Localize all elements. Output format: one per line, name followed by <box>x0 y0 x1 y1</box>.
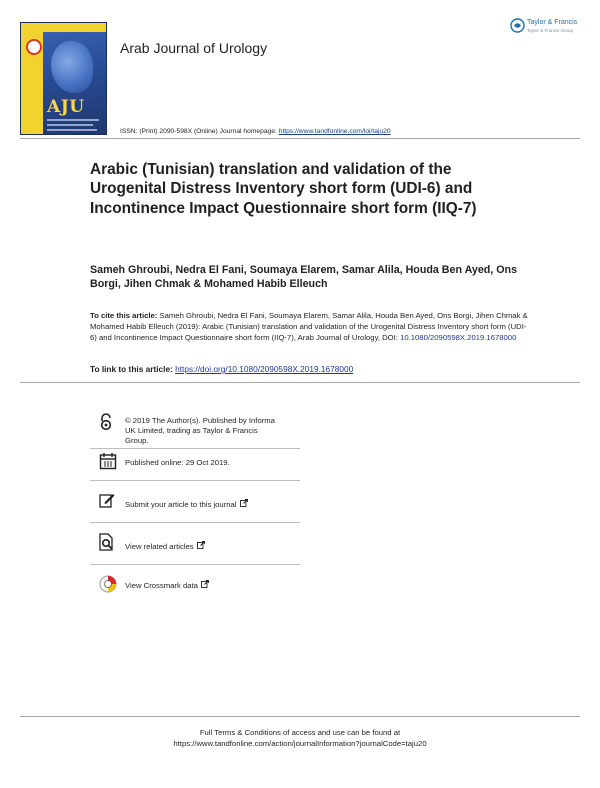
kidney-illustration <box>51 41 93 93</box>
related-articles-label: View related articles <box>125 542 194 551</box>
link-to-article <box>90 364 353 374</box>
publisher-name: Taylor & Francis <box>527 19 578 26</box>
crossmark-label: View Crossmark data <box>125 581 198 590</box>
seal-icon <box>26 39 42 55</box>
cover-logo: AJU <box>47 97 85 117</box>
header-divider <box>20 138 580 139</box>
publisher-tagline: Taylor & Francis Group <box>527 28 574 33</box>
journal-name[interactable]: Arab Journal of Urology <box>120 40 268 56</box>
edit-icon <box>99 492 115 508</box>
issn-text: ISSN: (Print) 2090-598X (Online) Journal homepage: <box>120 128 279 135</box>
license-text-line-1: © 2019 The Author(s). Published by Informa <box>125 416 275 425</box>
footer-divider <box>20 716 580 717</box>
license-text-line-3: Group. <box>125 436 149 445</box>
crossmark-link[interactable] <box>125 580 209 591</box>
citation-block <box>90 310 530 343</box>
external-link-icon <box>197 541 205 549</box>
item-divider <box>90 522 300 523</box>
external-link-icon <box>240 499 248 507</box>
journal-homepage-link[interactable]: https://www.tandfonline.com/loi/taju20 <box>278 128 391 135</box>
crossmark-icon <box>99 575 117 593</box>
submit-article-link[interactable] <box>125 499 248 510</box>
publisher-logo-icon <box>510 18 525 33</box>
license-text-line-2: UK Limited, trading as Taylor & Francis <box>125 426 258 435</box>
article-title: Arabic (Tunisian) translation and validation of the Urogenital Distress Inventory short form (UDI-6) and Incontinence Impact Questionnaire short form (IIQ-7) <box>90 161 477 217</box>
published-online: Published online: 29 Oct 2019. <box>125 458 230 467</box>
issn-line <box>120 128 391 135</box>
citation-label: To cite this article: <box>90 311 158 320</box>
article-doi-link[interactable]: https://doi.org/10.1080/2090598X.2019.1678000 <box>175 364 354 374</box>
calendar-icon <box>99 452 117 470</box>
footer <box>0 727 600 749</box>
article-authors: Sameh Ghroubi, Nedra El Fani, Soumaya Elarem, Samar Alila, Houda Ben Ayed, Ons Borgi, Jihen Chmak & Mohamed Habib Elleuch <box>90 264 518 290</box>
submit-article-label: Submit your article to this journal <box>125 500 237 509</box>
related-articles-icon <box>99 533 115 551</box>
external-link-icon <box>201 580 209 588</box>
citation-divider <box>20 382 580 383</box>
item-divider <box>90 480 300 481</box>
citation-doi[interactable]: 10.1080/2090598X.2019.1678000 <box>400 333 517 342</box>
item-divider <box>90 448 300 449</box>
related-articles-link[interactable] <box>125 541 205 552</box>
item-divider <box>90 564 300 565</box>
publisher-logo[interactable] <box>510 18 582 38</box>
citation-text: Sameh Ghroubi, Nedra El Fani, Soumaya Elarem, Samar Alila, Houda Ben Ayed, Ons Borgi, Jihen Chmak & Mohamed Habib Elleuch (2019): Arabic (Tunisian) translation and validation of the Urogenital Distress Inventory short form (UDI-6) and Incontinence Impact Questionnaire short form (IIQ-7), Arab Journal of Urology, DOI: <box>90 311 528 342</box>
link-label: To link to this article: <box>90 364 176 374</box>
footer-terms-text: Full Terms & Conditions of access and use can be found at <box>199 728 401 737</box>
open-access-icon <box>99 413 113 431</box>
journal-cover-image <box>20 22 107 135</box>
footer-terms-link[interactable]: https://www.tandfonline.com/action/journalInformation?journalCode=taju20 <box>173 739 427 748</box>
